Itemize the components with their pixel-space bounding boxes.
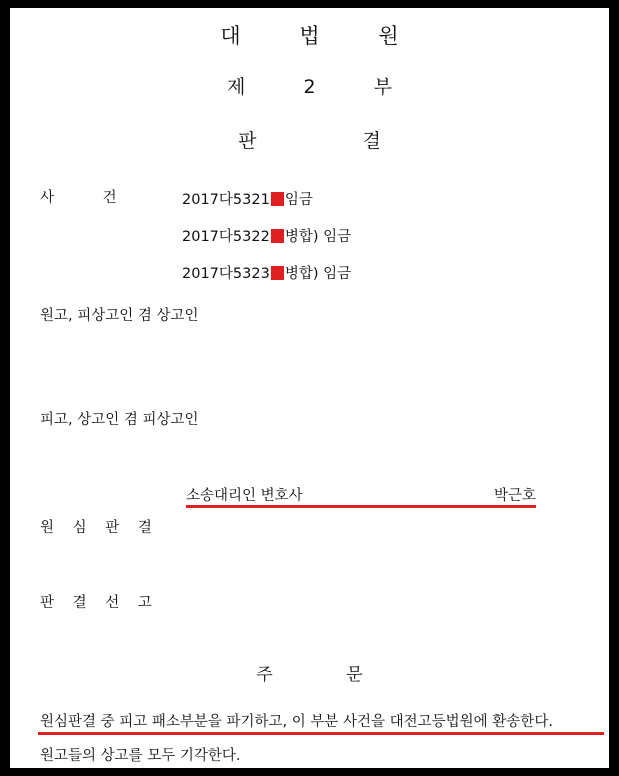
plaintiff-label: 원고, 피상고인 겸 상고인 <box>40 308 199 324</box>
case-number-2: 2017다5322 <box>182 229 270 245</box>
attorney-label: 소송대리인 변호사 <box>186 488 303 504</box>
panel-title: 제 2 부 <box>227 76 418 98</box>
order-section-title: 주 문 <box>256 665 397 685</box>
case-suffix-3: 병합) 임금 <box>284 266 352 282</box>
attorney-underline-highlight <box>186 505 536 508</box>
original-judgment-label <box>40 518 159 538</box>
order-line-1: 원심판결 중 피고 패소부분을 파기하고, 이 부분 사건을 대전고등법원에 환송한다. <box>40 714 553 730</box>
attorney-name: 박근호 <box>493 488 536 504</box>
case-suffix-2: 병합) 임금 <box>284 229 352 245</box>
case-label <box>40 188 139 208</box>
case-number-3: 2017다5323 <box>182 266 270 282</box>
attorney-line <box>186 484 536 506</box>
defendant-label: 피고, 상고인 겸 피상고인 <box>40 412 199 428</box>
document-type-title: 판 결 <box>238 130 431 152</box>
case-number-row <box>182 225 351 246</box>
court-title: 대 법 원 <box>220 24 425 48</box>
document-page <box>10 8 609 768</box>
case-suffix-1: 임금 <box>284 192 313 208</box>
case-number-row <box>182 188 313 209</box>
redaction-box-3 <box>271 266 284 280</box>
original-judgment-label-text: 원 심 판 결 <box>40 520 159 536</box>
judgment-date-label <box>40 593 159 613</box>
case-number-1: 2017다5321 <box>182 192 270 208</box>
order-underline-highlight <box>38 732 604 735</box>
judgment-date-label-text: 판 결 선 고 <box>40 595 159 611</box>
case-number-row <box>182 262 351 283</box>
document-body <box>10 8 609 768</box>
redaction-box-1 <box>271 192 284 206</box>
order-line-2: 원고들의 상고를 모두 기각한다. <box>40 748 241 764</box>
redaction-box-2 <box>271 229 284 243</box>
case-label-text: 사 건 <box>40 190 139 206</box>
